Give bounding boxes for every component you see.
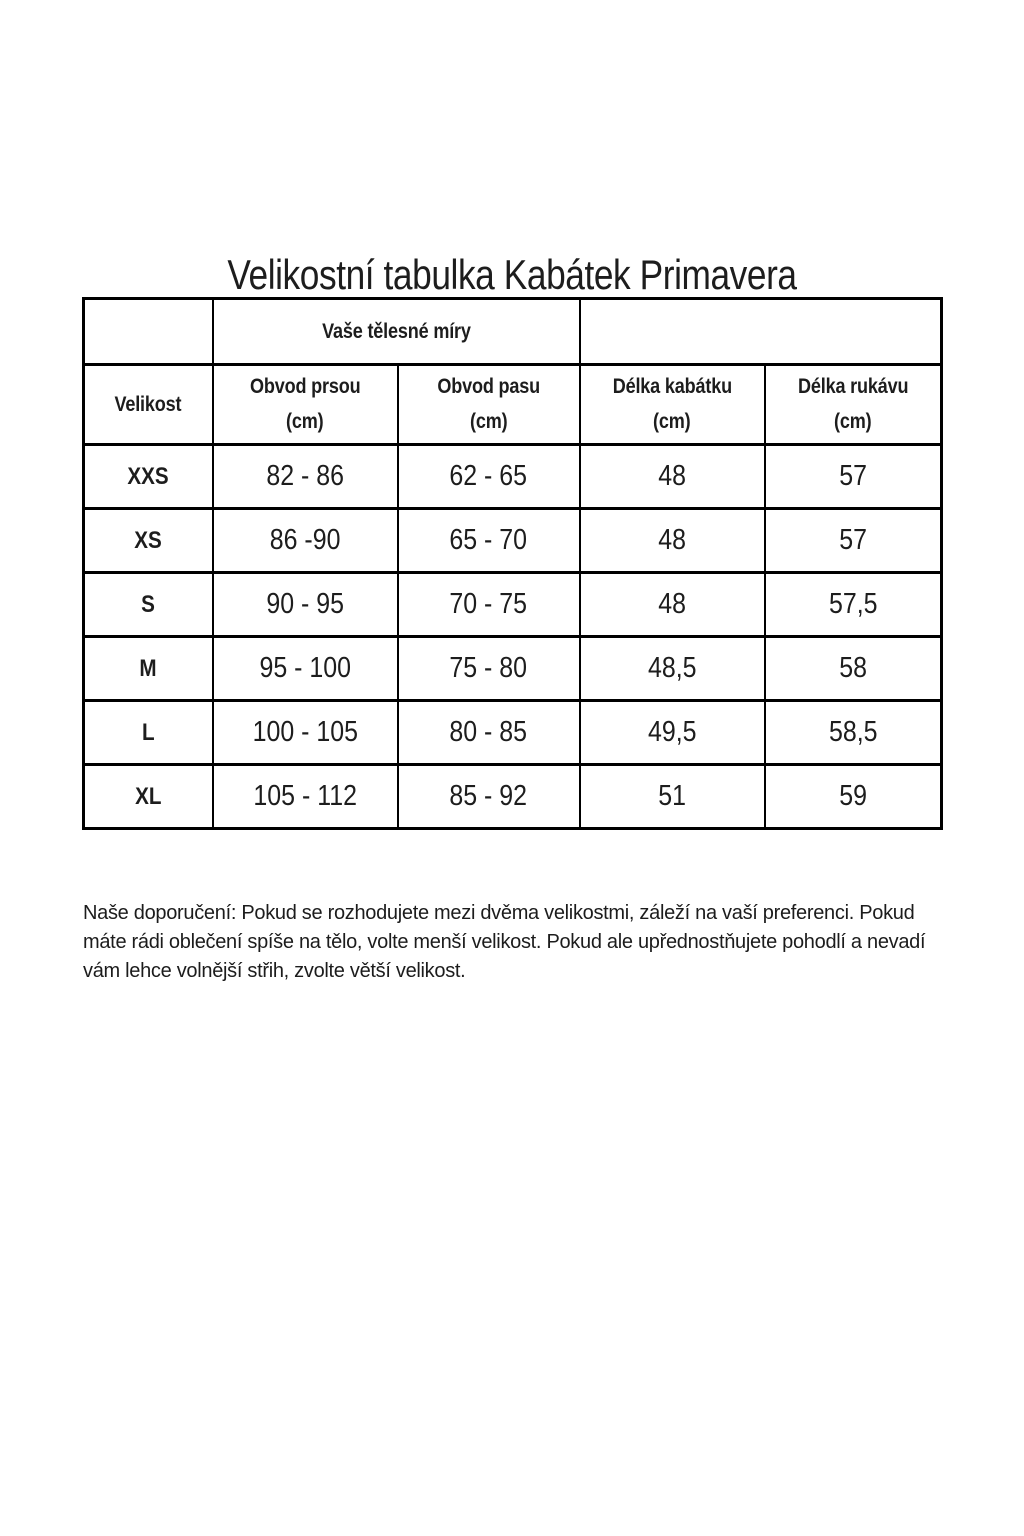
header-waist	[398, 365, 580, 445]
chest-cell: 95 - 100	[213, 637, 398, 701]
column-label: Délka rukávu	[797, 374, 908, 398]
chest-cell: 82 - 86	[213, 445, 398, 509]
jacket-length-cell: 51	[580, 765, 765, 829]
chest-cell: 90 - 95	[213, 573, 398, 637]
column-unit: (cm)	[653, 409, 691, 433]
size-label-cell: XXS	[84, 445, 213, 509]
waist-cell: 75 - 80	[398, 637, 580, 701]
column-unit: (cm)	[469, 409, 508, 433]
waist-cell: 65 - 70	[398, 509, 580, 573]
waist-cell: 70 - 75	[398, 573, 580, 637]
page-title: Velikostní tabulka Kabátek Primavera	[227, 251, 797, 299]
column-unit: (cm)	[286, 409, 324, 433]
chest-cell: 105 - 112	[213, 765, 398, 829]
sleeve-length-cell: 57	[765, 509, 942, 573]
size-chart-table	[82, 297, 943, 830]
jacket-length-cell: 48	[580, 445, 765, 509]
group-header-row	[84, 299, 942, 365]
column-header-row	[84, 365, 942, 445]
header-chest	[213, 365, 398, 445]
table-row-xl	[84, 765, 942, 829]
header-size	[84, 365, 213, 445]
table-row-l	[84, 701, 942, 765]
sleeve-length-cell: 57,5	[765, 573, 942, 637]
group-header-label: Vaše tělesné míry	[321, 319, 471, 343]
size-label-cell: XS	[84, 509, 213, 573]
table-row-s	[84, 573, 942, 637]
size-label-cell: L	[84, 701, 213, 765]
sleeve-length-cell: 58,5	[765, 701, 942, 765]
sleeve-length-cell: 57	[765, 445, 942, 509]
sleeve-length-cell: 58	[765, 637, 942, 701]
table-row-m	[84, 637, 942, 701]
body-measurements-group-cell	[213, 299, 580, 365]
waist-cell: 85 - 92	[398, 765, 580, 829]
empty-corner-cell	[84, 299, 213, 365]
chest-cell: 86 -90	[213, 509, 398, 573]
column-label: Délka kabátku	[612, 374, 732, 398]
waist-cell: 62 - 65	[398, 445, 580, 509]
column-unit: (cm)	[834, 409, 872, 433]
jacket-length-cell: 49,5	[580, 701, 765, 765]
waist-cell: 80 - 85	[398, 701, 580, 765]
column-label: Obvod prsou	[249, 374, 361, 398]
jacket-length-cell: 48,5	[580, 637, 765, 701]
header-sleeve-length	[765, 365, 942, 445]
size-label-cell: XL	[84, 765, 213, 829]
sleeve-length-cell: 59	[765, 765, 942, 829]
recommendation-note: Naše doporučení: Pokud se rozhodujete mezi dvěma velikostmi, záleží na vaší preferenci. Pokud máte rádi oblečení spíše na tělo, volte menší velikost. Pokud ale upřednostňujete pohodlí a nevadí vám lehce volnější střih, zvolte větší velikost.	[83, 902, 926, 982]
column-label: Velikost	[114, 392, 182, 416]
table-row-xxs	[84, 445, 942, 509]
size-label-cell: S	[84, 573, 213, 637]
chest-cell: 100 - 105	[213, 701, 398, 765]
jacket-length-cell: 48	[580, 509, 765, 573]
size-label-cell: M	[84, 637, 213, 701]
table-row-xs	[84, 509, 942, 573]
jacket-length-cell: 48	[580, 573, 765, 637]
header-jacket-length	[580, 365, 765, 445]
column-label: Obvod pasu	[437, 374, 540, 398]
empty-group-cell	[580, 299, 942, 365]
